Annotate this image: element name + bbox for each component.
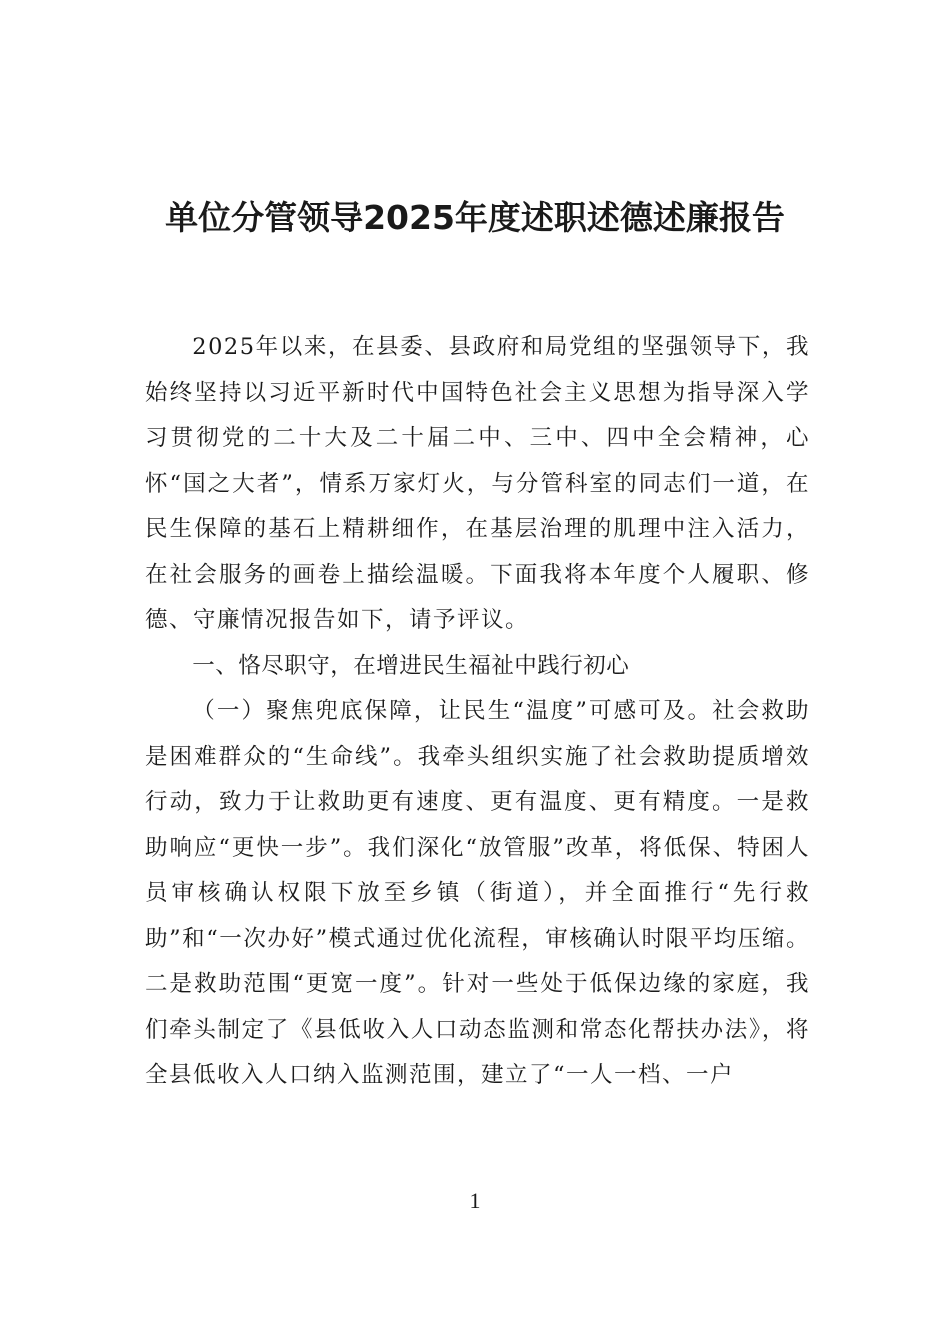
intro-paragraph: 2025年以来，在县委、县政府和局党组的坚强领导下，我始终坚持以习近平新时代中国特色社会主义思想为指导深入学习贯彻党的二十大及二十届二中、三中、四中全会精神，心怀“国之大者”，情系万家灯火，与分管科室的同志们一道，在民生保障的基石上精耕细作，在基层治理的肌理中注入活力，在社会服务的画卷上描绘温暖。下面我将本年度个人履职、修德、守廉情况报告如下，请予评议。	[145, 334, 810, 633]
section-heading: 一、恪尽职守，在增进民生福祉中践行初心	[192, 652, 630, 679]
document-title: 单位分管领导2025年度述职述德述廉报告	[165, 198, 785, 237]
subsection-text: 社会救助是困难群众的“生命线”。我牵头组织实施了社会救助提质增效行动，致力于让救助更有速度、更有温度、更有精度。一是救助响应“更快一步”。我们深化“放管服”改革，将低保、特困人员审核确认权限下放至乡镇（街道），并全面推行“先行救助”和“一次办好”模式通过优化流程，审核确认时限平均压缩。二是救助范围“更宽一度”。针对一些处于低保边缘的家庭，我们牵头制定了《县低收入人口动态监测和常态化帮扶办法》，将全县低收入人口纳入监测范围，建立了“一人一档、一户	[145, 698, 810, 1088]
subsection-paragraph	[145, 689, 810, 1099]
document-body	[145, 325, 810, 1099]
page-number: 1	[469, 1188, 481, 1213]
subsection-title: （一）聚焦兜底保障，让民生“温度”可感可及。	[192, 698, 713, 724]
